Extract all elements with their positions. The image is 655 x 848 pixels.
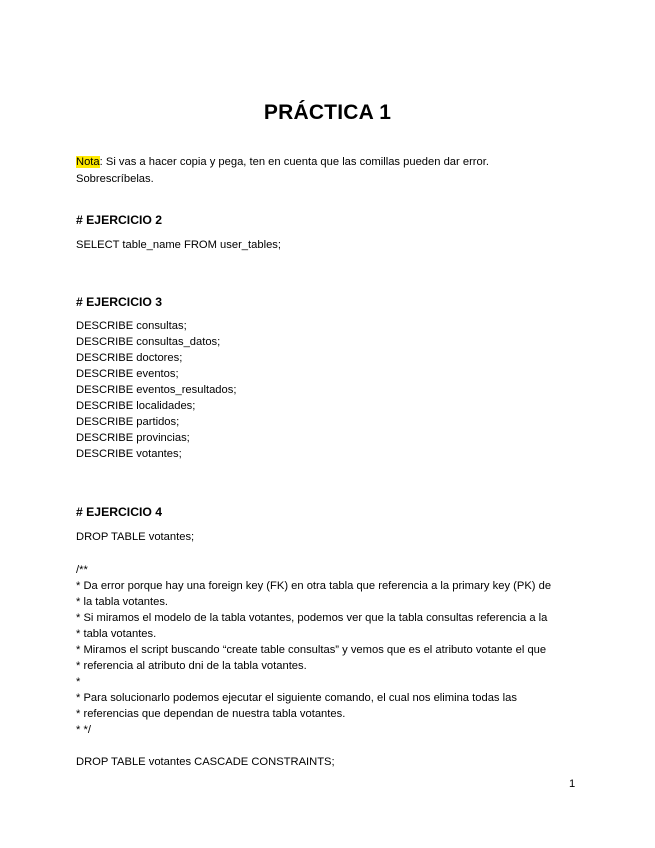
ejercicio-3-code-line: DESCRIBE eventos_resultados; [76,384,237,396]
note-text: : Si vas a hacer copia y pega, ten en cuenta que las comillas pueden dar error. [99,156,489,168]
ejercicio-4-comment-line: * Si miramos el modelo de la tabla votantes, podemos ver que la tabla consultas referencia a la [76,612,548,624]
ejercicio-4-drop-line: DROP TABLE votantes; [76,531,195,543]
ejercicio-4-comment-line: * Miramos el script buscando “create table consultas” y vemos que es el atributo votante el que [76,644,547,656]
ejercicio-4-comment-line: * referencias que dependan de nuestra tabla votantes. [76,708,346,720]
ejercicio-4-comment-line: * tabla votantes. [76,628,157,640]
ejercicio-4-comment-line: /** [76,564,88,576]
ejercicio-4-comment-line: * */ [76,724,91,736]
note-line [76,155,489,169]
ejercicio-2-heading: # EJERCICIO 2 [76,213,163,227]
note-text-continuation: Sobrescríbelas. [76,173,154,185]
ejercicio-4-comment-line: * referencia al atributo dni de la tabla votantes. [76,660,307,672]
document-title: PRÁCTICA 1 [263,101,392,124]
ejercicio-2-code-line: SELECT table_name FROM user_tables; [76,239,281,251]
ejercicio-4-comment-line: * la tabla votantes. [76,596,169,608]
ejercicio-3-code-line: DESCRIBE doctores; [76,352,183,364]
ejercicio-3-code-line: DESCRIBE consultas; [76,320,187,332]
ejercicio-4-heading: # EJERCICIO 4 [76,505,163,519]
ejercicio-4-comment-line: * Da error porque hay una foreign key (FK) en otra tabla que referencia a la primary key (PK) de [76,580,552,592]
ejercicio-3-code-line: DESCRIBE eventos; [76,368,179,380]
ejercicio-3-code-line: DESCRIBE localidades; [76,400,196,412]
ejercicio-3-code-line: DESCRIBE consultas_datos; [76,336,221,348]
ejercicio-3-code-line: DESCRIBE partidos; [76,416,180,428]
ejercicio-4-comment-line: * [76,676,81,688]
page-number: 1 [569,778,576,790]
ejercicio-4-drop-cascade-line: DROP TABLE votantes CASCADE CONSTRAINTS; [76,756,335,768]
ejercicio-3-heading: # EJERCICIO 3 [76,295,163,309]
ejercicio-4-comment-line: * Para solucionarlo podemos ejecutar el siguiente comando, el cual nos elimina todas las [76,692,517,704]
note-label-highlight: Nota [76,156,100,168]
ejercicio-3-code-line: DESCRIBE votantes; [76,448,182,460]
ejercicio-3-code-line: DESCRIBE provincias; [76,432,190,444]
